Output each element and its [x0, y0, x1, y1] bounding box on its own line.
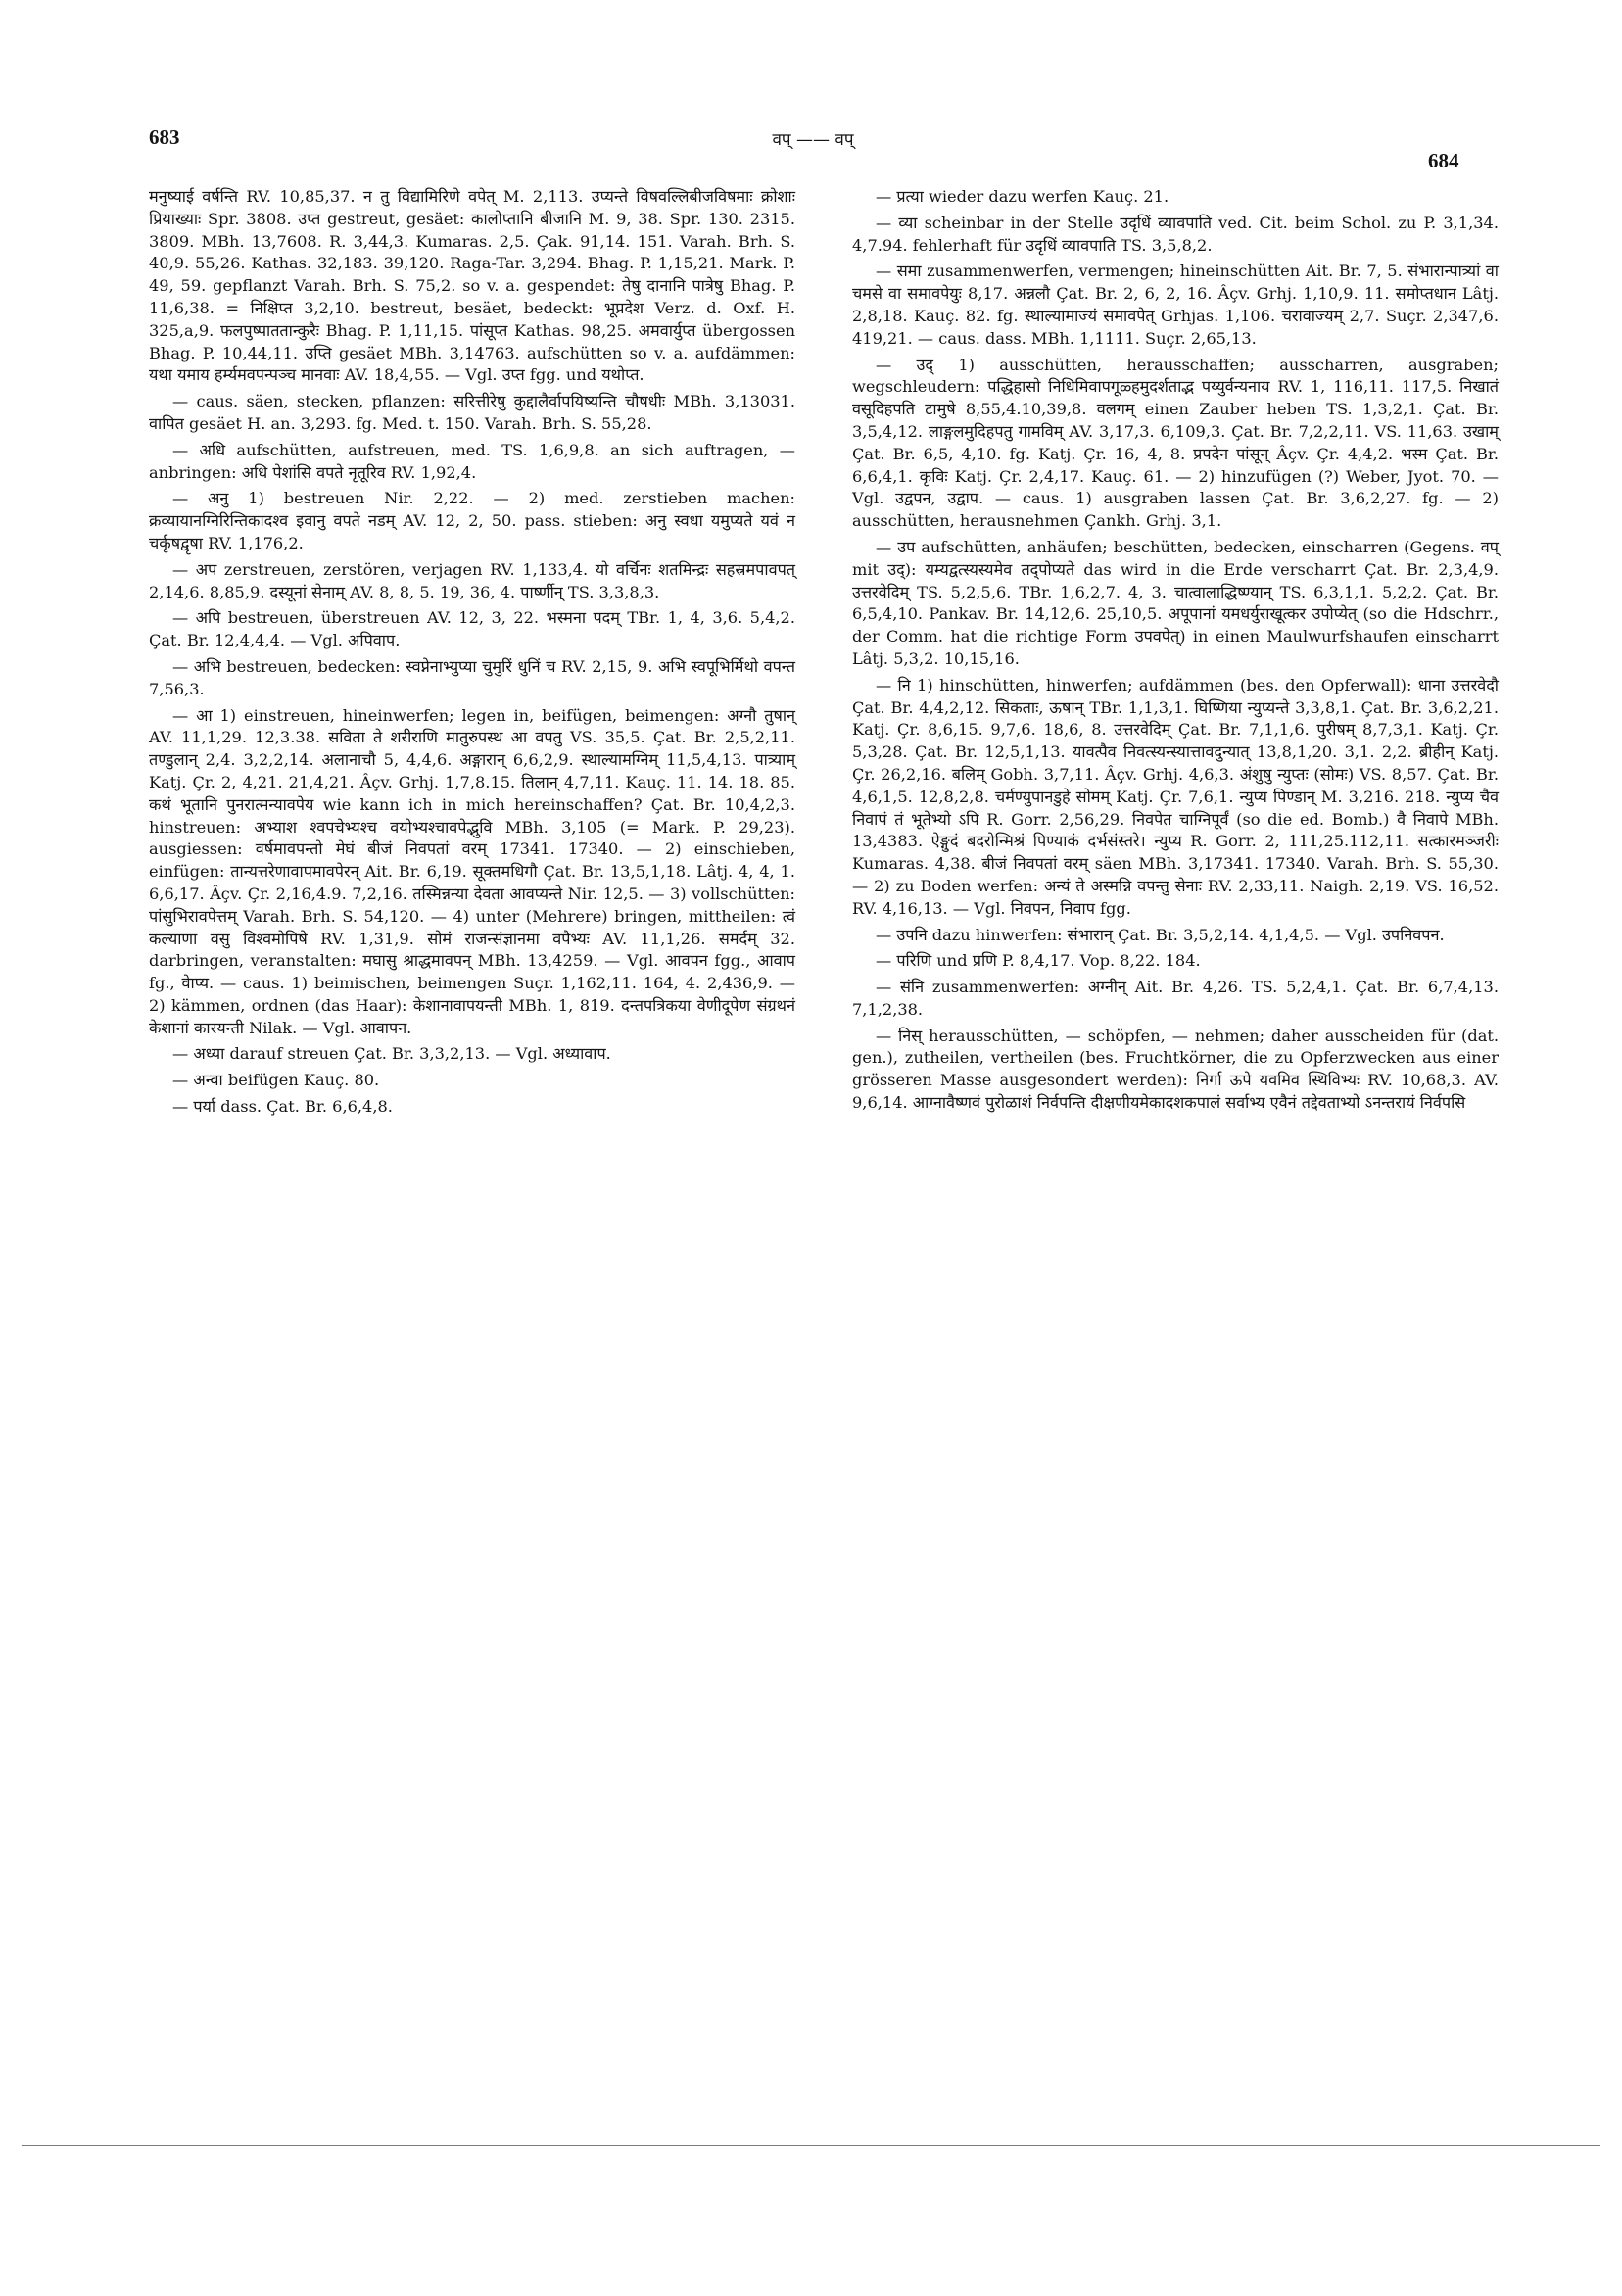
entry-paragraph: — अभि bestreuen, bedecken: स्वप्नेनाभ्युप्या चुमुरिं धुनिं च RV. 2,15, 9. अभि स्वपूभिर्मिथो वपन्त 7,56,3. — [149, 656, 795, 698]
page-number-left: 683 — [149, 125, 180, 149]
entry-paragraph: — प्रत्या wieder dazu werfen Kauç. 21. — [876, 187, 1169, 206]
entry-paragraph: — उपनि dazu hinwerfen: संभारान् Çat. Br. 3,5,2,14. 4,1,4,5. — Vgl. उपनिवपन. — [876, 925, 1445, 944]
entry-paragraph: — अध्या darauf streuen Çat. Br. 3,3,2,13. — Vgl. अध्यावाप. — [172, 1044, 611, 1064]
entry-paragraph: — निस् herausschütten, — schöpfen, — nehmen; daher ausscheiden für (dat. gen.), zutheilen, vertheilen (bes. Fruchtkörner, die zu Opferzwecken aus einer grösseren Masse ausgesondert werden): निर्गा ऊपे यवमिव स्थिविभ्यः RV. 10,68,3. AV. 9,6,14. आग्नावैष्णवं पुरोळाशं निर्वपन्ति दीक्षणीयमेकादशकपालं सर्वाभ्य एवैनं तद्देवताभ्यो ऽनन्तरायं निर्वपसि — [852, 1026, 1499, 1113]
bottom-rule — [22, 2145, 1600, 2146]
entry-paragraph: — अधि aufschütten, aufstreuen, med. TS. 1,6,9,8. an sich auftragen, — anbringen: अधि पेशांसि वपते नृतूरिव RV. 1,92,4. — [149, 440, 795, 482]
entry-paragraph: मनुष्याई वर्षन्ति RV. 10,85,37. न तु विद्यामिरिणे वपेत् M. 2,113. उप्यन्ते विषवल्लिबीजविषमाः क्रोशाः प्रियाख्याः Spr. 3808. उप्त gestreut, gesäet: कालोप्तानि बीजानि M. 9, 38. Spr. 130. 2315. 3809. MBh. 13,7608. R. 3,44,3. Kumaras. 2,5. Çak. 91,14. 151. Varah. Brh. S. 40,9. 55,26. Kathas. 32,183. 39,120. Raga-Tar. 3,294. Bhag. P. 1,15,21. Mark. P. 49, 59. gepflanzt Varah. Brh. S. 75,2. so v. a. gespendet: तेषु दानानि पात्रेषु Bhag. P. 11,6,38. = निक्षिप्त 3,2,10. bestreut, besäet, bedeckt: भूप्रदेश Verz. d. Oxf. H. 325,a,9. फलपुष्पाततान्कुरैः Bhag. P. 1,11,15. पांसूप्त Kathas. 98,25. अमवार्युप्त übergossen Bhag. P. 10,44,11. उप्ति gesäet MBh. 3,14763. aufschütten so v. a. aufdämmen: यथा यमाय हर्म्यमवपन्पञ्च मानवाः AV. 18,4,55. — Vgl. उप्त fgg. und यथोप्त. — [149, 187, 795, 385]
right-column — [852, 186, 1499, 1119]
running-head: वप् —— वप् — [772, 130, 854, 150]
entry-paragraph: — आ 1) einstreuen, hineinwerfen; legen in, beifügen, beimengen: अग्नौ तुषान् AV. 11,1,29. 12,3.38. सविता ते शरीराणि मातुरुपस्थ आ वपतु VS. 35,5. Çat. Br. 2,5,2,11. तण्डुलान् 2,4. 3,2,2,14. अलानाचौ 5, 4,4,6. अङ्गारान् 6,6,2,9. स्थाल्यामग्निम् 11,5,4,13. पात्र्याम् Katj. Çr. 2, 4,21. 21,4,21. Âçv. Grhj. 1,7,8.15. तिलान् 4,7,11. Kauç. 11. 14. 18. 85. कथं भूतानि पुनरात्मन्यावपेय wie kann ich in mich hereinschaffen? Çat. Br. 10,4,2,3. hinstreuen: अभ्याश श्वपचेभ्यश्च वयोभ्यश्चावपेद्भुवि MBh. 3,105 (= Mark. P. 29,23). ausgiessen: वर्षमावपन्तो मेघं बीजं निवपतां वरम् 17341. 17340. — 2) einschieben, einfügen: तान्यत्तरेणावापमावपेरन् Ait. Br. 6,19. सूक्तमधिगौ Çat. Br. 13,5,1,18. Lâtj. 4, 4, 1. 6,6,17. Âçv. Çr. 2,16,4.9. 7,2,16. तस्मिन्नन्या देवता आवप्यन्ते Nir. 12,5. — 3) vollschütten: पांसुभिरावपेत्तम् Varah. Brh. S. 54,120. — 4) unter (Mehrere) bringen, mittheilen: त्वं कल्याणा वसु विश्वमोपिषे RV. 1,31,9. सोमं राजन्संज्ञानमा वपैभ्यः AV. 11,1,26. समर्दम् 32. darbringen, veranstalten: मघासु श्राद्धमावपन् MBh. 13,4259. — Vgl. आवपन fgg., आवाप fg., वेाप्य. — caus. 1) beimischen, beimengen Suçr. 1,162,11. 164, 4. 2,436,9. — 2) kämmen, ordnen (das Haar): केशानावापयन्ती MBh. 1, 819. दन्तपत्रिकया वेणीदूपेण संग्रथनं केशानां कारयन्ती Nilak. — Vgl. आवापन. — [149, 705, 795, 1037]
entry-paragraph: — उद् 1) ausschütten, herausschaffen; ausscharren, ausgraben; wegschleudern: पद्धिहासो निधिमिवापगूळ्हमुदर्शताद्भ पय्युर्वन्यनाय RV. 1, 116,11. 117,5. निखातं वसूदिहपति टामुषे 8,55,4.10,39,8. वलगम् einen Zauber heben TS. 1,3,2,1. Çat. Br. 3,5,4,12. लाङ्गलमुदिहपतु गामविम् AV. 3,17,3. 6,109,3. Çat. Br. 7,2,2,11. VS. 11,63. उखाम् Çat. Br. 6,5, 4,10. fg. Katj. Çr. 16, 4, 8. प्रपदेन पांसून् Âçv. Çr. 4,4,2. भस्म Çat. Br. 6,6,4,1. कृविः Katj. Çr. 2,4,17. Kauç. 61. — 2) hinzufügen (?) Weber, Jyot. 70. — Vgl. उद्वपन, उद्वाप. — caus. 1) ausgraben lassen Çat. Br. 3,6,2,27. fg. — 2) ausschütten, herausnehmen Çankh. Grhj. 3,1. — [852, 355, 1499, 531]
entry-paragraph: — अन्वा beifügen Kauç. 80. — [172, 1071, 380, 1090]
left-column — [149, 186, 795, 1123]
entry-paragraph: — उप aufschütten, anhäufen; beschütten, bedecken, einscharren (Gegens. वप् mit उद्): यम्यद्वत्स्यस्यमेव तद्पोप्यते das wird in die Erde verscharrt Çat. Br. 2,3,4,9. उत्तरवेदिम् TS. 5,2,5,6. TBr. 1,6,2,7. 4, 3. चात्वालाद्धिष्ण्यान् TS. 6,3,1,1. 5,2,2. Çat. Br. 6,5,4,10. Pankav. Br. 14,12,6. 25,10,5. अपूपानां यमधर्युराखूत्कर उपोप्येत् (so die Hdschrr., der Comm. hat die richtige Form उपवपेत्) in einen Maulwurfshaufen einscharrt Lâtj. 5,3,2. 10,15,16. — [852, 537, 1499, 668]
entry-paragraph: — संनि zusammenwerfen: अग्नीन् Ait. Br. 4,26. TS. 5,2,4,1. Çat. Br. 6,7,4,13. 7,1,2,38. — [852, 978, 1499, 1019]
page-number-right: 684 — [1428, 149, 1459, 172]
entry-paragraph: — अपि bestreuen, überstreuen AV. 12, 3, 22. भस्मना पदम् TBr. 1, 4, 3,6. 5,4,2. Çat. Br. 12,4,4,4. — Vgl. अपिवाप. — [149, 608, 795, 650]
entry-paragraph: — अप zerstreuen, zerstören, verjagen RV. 1,133,4. यो वर्चिनः शतमिन्द्रः सहस्रमपावपत् 2,14,6. 8,85,9. दस्यूनां सेनाम् AV. 8, 8, 5. 19, 36, 4. पार्ष्णीन् TS. 3,3,8,3. — [149, 559, 795, 601]
entry-paragraph: — समा zusammenwerfen, vermengen; hineinschütten Ait. Br. 7, 5. संभारान्पात्र्यां वा चमसे वा समावपेयुः 8,17. अन्नलौ Çat. Br. 2, 6, 2, 16. Âçv. Grhj. 1,10,9. 11. समोप्तधान Lâtj. 2,8,18. Kauç. 82. fg. स्थाल्यामाज्यं समावपेत् Grhjas. 1,106. चरावाज्यम् 2,7. Suçr. 2,347,6. 419,21. — caus. dass. MBh. 1,1111. Suçr. 2,65,13. — [852, 262, 1499, 348]
entry-paragraph: — परिणि und प्रणि P. 8,4,17. Vop. 8,22. 184. — [876, 951, 1201, 971]
entry-paragraph: — caus. säen, stecken, pflanzen: सरित्तीरेषु कुद्दालैर्वापयिष्यन्ति चौषधीः MBh. 3,13031. वापित gesäet H. an. 3,293. fg. Med. t. 150. Varah. Brh. S. 55,28. — [149, 392, 795, 433]
entry-paragraph: — पर्या dass. Çat. Br. 6,6,4,8. — [172, 1097, 393, 1117]
entry-paragraph: — नि 1) hinschütten, hinwerfen; aufdämmen (bes. den Opferwall): धाना उत्तरवेदौ Çat. Br. 4,4,2,12. सिकताः, ऊषान् TBr. 1,1,3,1. घिष्णिया न्युप्यन्ते 3,3,8,1. Çat. Br. 3,6,2,21. Katj. Çr. 8,6,15. 9,7,6. 18,6, 8. उत्तरवेदिम् Çat. Br. 7,1,1,6. पुरीषम् 8,7,3,1. Katj. Çr. 5,3,28. Çat. Br. 12,5,1,13. यावत्पैव निवत्स्यन्स्यात्तावदुन्यात् 13,8,1,20. 3,1. 2,2. ब्रीहीन् Katj. Çr. 26,2,16. बलिम् Gobh. 3,7,11. Âçv. Grhj. 4,6,3. अंशुषु न्युप्तः (सोमः) VS. 8,57. Çat. Br. 4,6,1,5. 12,8,2,8. चर्मण्युपानडुहे सोमम् Katj. Çr. 7,6,1. न्युप्य पिण्डान् M. 3,216. 218. न्युप्य चैव निवापं तं भूतेभ्यो ऽपि R. Gorr. 2,56,29. निवपेत चाग्निपूर्वं (so die ed. Bomb.) वै निवापे MBh. 13,4383. ऐङ्गुदं बदरोन्मिश्रं पिण्याकं दर्भसंस्तरे। न्युप्य R. Gorr. 2, 111,25.112,11. सत्कारमञ्जरीः Kumaras. 4,38. बीजं निवपतां वरम् säen MBh. 3,17341. 17340. Varah. Brh. S. 55,30. — 2) zu Boden werfen: अन्यं ते अस्मन्नि वपन्तु सेनाः RV. 2,33,11. Naigh. 2,19. VS. 16,52. RV. 4,16,13. — Vgl. निवपन, निवाप fgg. — [852, 675, 1499, 918]
entry-paragraph: — अनु 1) bestreuen Nir. 2,22. — 2) med. zerstieben machen: क्रव्यायानग्निरिन्तिकादश्व इवानु वपते नडम् AV. 12, 2, 50. pass. stieben: अनु स्वधा यमुप्यते यवं न चर्कृषद्वृषा RV. 1,176,2. — [149, 489, 795, 552]
entry-paragraph: — व्या scheinbar in der Stelle उदृधिं व्यावपाति ved. Cit. beim Schol. zu P. 3,1,34. 4,7.94. fehlerhaft für उदृधिं व्यावपाति TS. 3,5,8,2. — [852, 213, 1499, 255]
